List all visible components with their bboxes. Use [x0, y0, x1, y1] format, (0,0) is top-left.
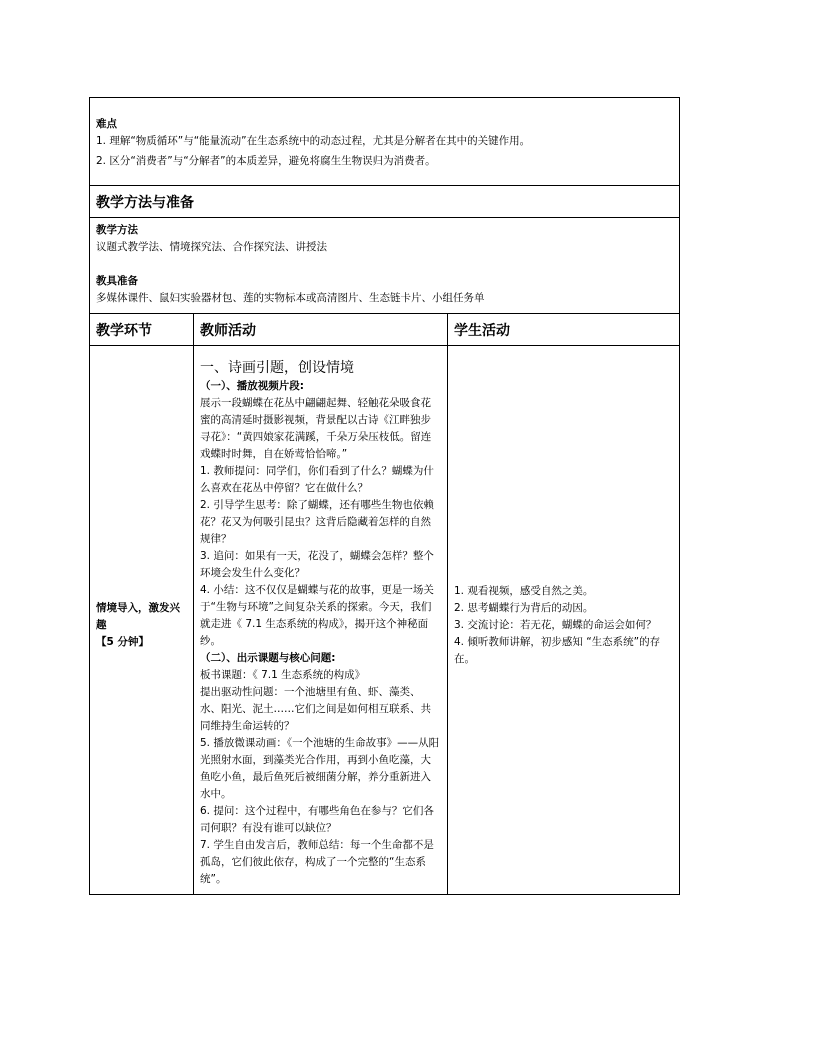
teacher-p2: 板书课题：《 7.1 生态系统的构成》: [200, 669, 366, 681]
teacher-q4: 4. 小结：这不仅仅是蝴蝶与花的故事，更是一场关于“生物与环境”之间复杂关系的探索。今天，我们就走进《 7.1 生态系统的构成》，揭开这个神秘面纱。: [200, 584, 434, 647]
header-stage: 教学环节: [90, 314, 194, 346]
difficulty-item-2: 2. 区分“消费者”与“分解者”的本质差异，避免将腐生生物误归为消费者。: [96, 155, 436, 167]
stage-time: 【5 分钟】: [96, 635, 149, 648]
methods-title-row: [90, 186, 680, 218]
teacher-p1: 展示一段蝴蝶在花丛中翩翩起舞、轻触花朵吸食花蜜的高清延时摄影视频，背景配以古诗《江畔独步寻花》：“黄四娘家花满蹊，千朵万朵压枝低。留连戏蝶时时舞，自在娇莺恰恰啼。”: [200, 397, 432, 460]
teacher-q3: 3. 追问：如果有一天，花没了，蝴蝶会怎样？整个环境会发生什么变化？: [200, 550, 434, 579]
teacher-p3: 提出驱动性问题：一个池塘里有鱼、虾、藻类、水、阳光、泥土……它们之间是如何相互联系、共同维持生命运转的？: [200, 686, 431, 732]
teacher-activity-cell: [194, 346, 448, 895]
student-item-4: 4. 倾听教师讲解，初步感知 “生态系统”的存在。: [454, 635, 661, 665]
teacher-sub1: （一）、播放视频片段:: [200, 380, 304, 392]
lesson-plan-table: [89, 97, 680, 895]
student-item-3: 3. 交流讨论：若无花，蝴蝶的命运会如何？: [454, 618, 657, 631]
methods-content-cell: [90, 218, 680, 314]
teacher-section-title: 一、诗画引题，创设情境: [200, 360, 354, 376]
teacher-q5: 5. 播放微课动画：《一个池塘的生命故事》——从阳光照射水面，到藻类光合作用，再到小鱼吃藻，大鱼吃小鱼，最后鱼死后被细菌分解，养分重新进入水中。: [200, 737, 440, 800]
methods-title: 教学方法与准备: [90, 186, 680, 218]
lesson-plan-page: [89, 97, 679, 895]
tools-text: 多媒体课件、鼠妇实验器材包、莲的实物标本或高清图片、生态链卡片、小组任务单: [96, 292, 485, 304]
method-text: 议题式教学法、情境探究法、合作探究法、讲授法: [96, 241, 327, 253]
table-row: [90, 346, 680, 895]
stage-cell: [90, 346, 194, 895]
table-header-row: [90, 314, 680, 346]
student-item-2: 2. 思考蝴蝶行为背后的动因。: [454, 601, 594, 614]
teacher-q7: 7. 学生自由发言后，教师总结：每一个生命都不是孤岛，它们彼此依存，构成了一个完整的“生态系统”。: [200, 839, 434, 885]
teacher-sub2: （二）、出示课题与核心问题:: [200, 652, 336, 664]
teacher-q1: 1. 教师提问：同学们，你们看到了什么？蝴蝶为什么喜欢在花丛中停留？它在做什么？: [200, 465, 434, 494]
tools-heading: 教具准备: [96, 275, 138, 287]
student-activity-cell: [448, 346, 680, 895]
student-item-1: 1. 观看视频，感受自然之美。: [454, 584, 594, 597]
difficulty-item-1: 1. 理解“物质循环”与“能量流动”在生态系统中的动态过程，尤其是分解者在其中的关键作用。: [96, 135, 531, 147]
stage-name: 情境导入，激发兴趣: [96, 601, 180, 631]
difficulty-row: [90, 98, 680, 186]
difficulty-heading: 难点: [96, 118, 117, 130]
teacher-q2: 2. 引导学生思考：除了蝴蝶，还有哪些生物也依赖花？花又为何吸引昆虫？这背后隐藏着怎样的自然规律？: [200, 499, 434, 545]
teacher-q6: 6. 提问：这个过程中，有哪些角色在参与？它们各司何职？有没有谁可以缺位？: [200, 805, 434, 834]
header-student: 学生活动: [448, 314, 680, 346]
methods-content-row: [90, 218, 680, 314]
difficulty-cell: [90, 98, 680, 186]
method-heading: 教学方法: [96, 224, 138, 236]
header-teacher: 教师活动: [194, 314, 448, 346]
